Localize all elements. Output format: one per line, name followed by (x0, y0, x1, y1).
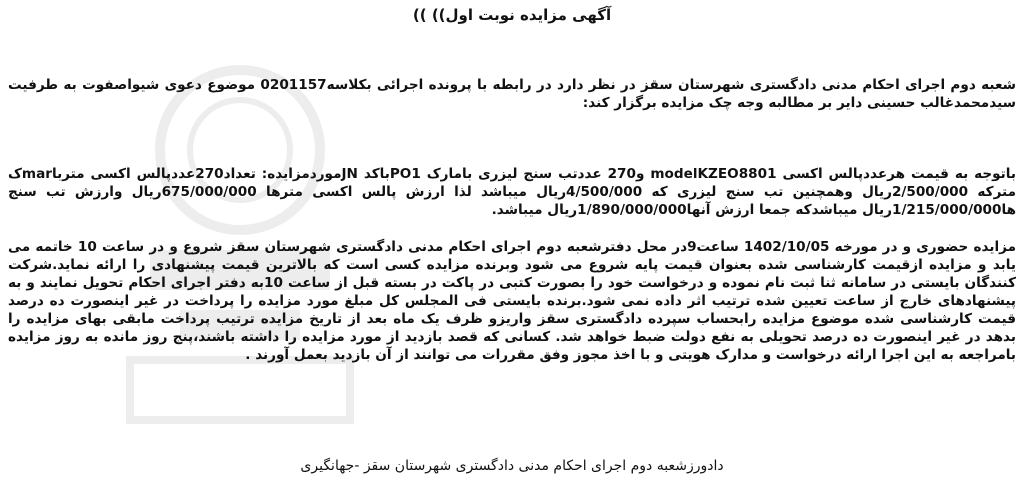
notice-title: آگهی مزایده نوبت اول)) )) (412, 6, 612, 24)
notice-signature: دادورزشعبه دوم اجرای احکام مدنی دادگستری شهرستان سقز -جهانگیری (300, 458, 724, 474)
notice-items-paragraph: باتوجه به قیمت هرعددپالس اکسی modelKZEO8801 و270 عددتب سنج لیزری بامارک PO1باکد JNموردمزایده: تعداد270عددپالس اکسی مترباmarک مترکه 2/500/000ریال وهمچنین تب سنج لیزری که 4/500/000ریال میباشد لذا ارزش پالس اکسی مترها 675/000/000ریال وارزش تب سنج ها1/215/000/000ریال میباشدکه جمعا ارزش آنها1/890/000/000ریال میباشد. (8, 166, 1016, 218)
notice-terms-paragraph: مزایده حضوری و در مورخه 1402/10/05 ساعت9در محل دفترشعبه دوم اجرای احکام مدنی دادگستری شهرستان سقز شروع و در ساعت 10 خاتمه می یابد و مزایده ازقیمت کارشناسی شده بعنوان قیمت پایه شروع می شود وبرنده مزایده کسی است که بالاترین قیمت پیشنهادی را ارائه نماید.شرکت کنندگان بایستی در سامانه ثنا ثبت نام نموده و درخواست خود را بصورت کتبی در پاکت در بسته قبل از ساعت 10به دفتر اجرای احکام تحویل نمایند و به پیشنهادهای خارج از ساعت تعیین شده ترتیب اثر داده نمی شود.برنده بایستی فی المجلس کل مبلغ مورد مزایده را پرداخت در غیر اینصورت ده درصد قیمت کارشناسی شده موضوع مزایده رابحساب سپرده دادگستری سقز واریزو ظرف یک ماه بعد از تاریخ مزایده ترتیب پرداخت مابقی بهای مزایده را بدهد در غیر اینصورت ده درصد تحویلی به نفع دولت ضبط خواهد شد. کسانی که قصد بازدید از مورد مزایده را داشته باشند،پنج روز مانده به روز مزایده بامراجعه به این اجرا ارائه درخواست و مدارک هویتی و با اخذ مجوز وفق مقررات می توانند از آن بازدید بعمل آورند . (8, 239, 1017, 363)
notice-intro-paragraph: شعبه دوم اجرای احکام مدنی دادگستری شهرستان سقز در نظر دارد در رابطه با پرونده اجرائی بکلاسه0201157 موضوع دعوی شیواصفوت به طرفیت سیدمحمدغالب حسینی دایر بر مطالبه وجه چک مزایده برگزار کند: (8, 77, 1016, 111)
